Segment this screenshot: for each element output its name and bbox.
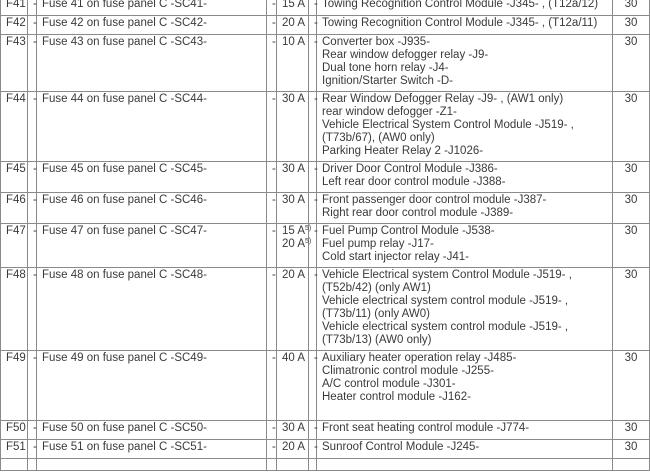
function-line: Auxiliary heater operation relay -J485- (322, 352, 517, 364)
separator-dash: - (267, 421, 277, 440)
function-line: Climatronic control module -J255- (322, 365, 494, 377)
fuse-function (317, 193, 613, 224)
amperage-text: 30 A (282, 93, 306, 105)
separator-dash: - (309, 92, 317, 162)
terminal-number: 30 (613, 92, 650, 162)
fuse-row (1, 268, 650, 351)
separator-dash: - (28, 421, 37, 440)
separator-dash: - (267, 224, 277, 268)
separator-dash (309, 459, 317, 471)
amperage-text: 20 A (282, 17, 306, 29)
fuse-id: F51 (1, 440, 28, 459)
separator-dash: - (267, 351, 277, 421)
separator-dash: - (309, 351, 317, 421)
function-line: Front passenger door control module -J387- (322, 194, 547, 206)
amperage-text: 20 A (282, 441, 306, 453)
fuse-function (317, 35, 613, 92)
separator-dash: - (28, 193, 37, 224)
function-line: Vehicle electrical system control module -J519- , (T73b/11) (only AW0) (322, 295, 569, 320)
fuse-description: Fuse 47 on fuse panel C -SC47- (37, 224, 267, 268)
fuse-amperage (277, 162, 309, 193)
fuse-row (1, 16, 650, 35)
separator-dash (267, 459, 277, 471)
fuse-function (317, 268, 613, 351)
amperage-text: 15 A (282, 0, 306, 10)
fuse-description: Fuse 49 on fuse panel C -SC49- (37, 351, 267, 421)
footnote-marker: 5) (305, 225, 312, 232)
function-line: Vehicle Electrical system Control Module -J519- , (T52b/42) (only AW1) (322, 269, 572, 294)
separator-dash: - (309, 421, 317, 440)
separator-dash: - (28, 440, 37, 459)
amperage-text: 30 A (282, 194, 306, 206)
fuse-description: Fuse 42 on fuse panel C -SC42- (37, 16, 267, 35)
terminal-number: 30 (613, 351, 650, 421)
separator-dash: - (267, 92, 277, 162)
separator-dash: - (267, 162, 277, 193)
fuse-row (1, 162, 650, 193)
terminal-number: 30 (613, 162, 650, 193)
amperage-value (282, 441, 306, 454)
separator-dash: - (267, 440, 277, 459)
separator-dash: - (309, 35, 317, 92)
separator-dash: - (28, 0, 37, 16)
function-line: Towing Recognition Control Module -J345- , (T12a/12) (322, 0, 599, 10)
fuse-description: Fuse 48 on fuse panel C -SC48- (37, 268, 267, 351)
separator-dash (28, 459, 37, 471)
terminal-number: 30 (613, 440, 650, 459)
separator-dash: - (309, 440, 317, 459)
fuse-amperage (277, 35, 309, 92)
function-line: Towing Recognition Control Module -J345- , (T12a/11) (322, 17, 598, 29)
function-line: Front seat heating control module -J774- (322, 422, 530, 434)
amperage-value (282, 422, 306, 435)
terminal-number: 30 (613, 421, 650, 440)
separator-dash: - (309, 162, 317, 193)
function-line: Dual tone horn relay -J4- (322, 62, 449, 74)
separator-dash: - (267, 35, 277, 92)
fuse-function (317, 459, 613, 471)
terminal-number: 30 (613, 224, 650, 268)
fuse-row (1, 193, 650, 224)
fuse-row (1, 421, 650, 440)
separator-dash: - (28, 224, 37, 268)
amperage-text: 10 A (282, 36, 306, 48)
fuse-row (1, 35, 650, 92)
separator-dash: - (28, 268, 37, 351)
fuse-table-body (1, 0, 650, 471)
separator-dash: - (309, 268, 317, 351)
fuse-row (1, 459, 650, 471)
function-line: Cold start injector relay -J41- (322, 251, 469, 263)
function-line: Ignition/Starter Switch -D- (322, 75, 454, 87)
fuse-id (1, 459, 28, 471)
fuse-description: Fuse 50 on fuse panel C -SC50- (37, 421, 267, 440)
fuse-amperage (277, 459, 309, 471)
fuse-amperage (277, 351, 309, 421)
function-line: Fuel Pump Control Module -J538- (322, 225, 495, 237)
fuse-row (1, 224, 650, 268)
separator-dash: - (267, 16, 277, 35)
fuse-row (1, 0, 650, 16)
separator-dash: - (309, 224, 317, 268)
fuse-function (317, 0, 613, 16)
amperage-text: 20 A (282, 269, 306, 281)
fuse-id: F49 (1, 351, 28, 421)
function-line: Right rear door control module -J389- (322, 207, 514, 219)
fuse-function (317, 351, 613, 421)
function-line: Rear Window Defogger Relay -J9- , (AW1 only) (322, 93, 564, 105)
function-line: Parking Heater Relay 2 -J1026- (322, 145, 484, 157)
fuse-id: F42 (1, 16, 28, 35)
fuse-id: F45 (1, 162, 28, 193)
fuse-id: F48 (1, 268, 28, 351)
amperage-value (282, 163, 306, 176)
footnote-marker: 5) (305, 238, 312, 245)
separator-dash: - (28, 92, 37, 162)
function-line: Vehicle electrical system control module -J519- , (T73b/13) (AW0 only) (322, 321, 569, 346)
function-line: Vehicle Electrical System Control Module -J519- , (T73b/67), (AW0 only) (322, 119, 574, 144)
separator-dash: - (309, 0, 317, 16)
amperage-value (282, 17, 306, 30)
terminal-number: 30 (613, 35, 650, 92)
terminal-number: 30 (613, 193, 650, 224)
amperage-value (282, 352, 306, 365)
fuse-id: F41 (1, 0, 28, 16)
fuse-function (317, 162, 613, 193)
amperage-value (282, 0, 306, 11)
fuse-row (1, 440, 650, 459)
fuse-function (317, 92, 613, 162)
function-line: Left rear door control module -J388- (322, 176, 506, 188)
terminal-number: 30 (613, 16, 650, 35)
separator-dash: - (267, 193, 277, 224)
function-line: A/C control module -J301- (322, 378, 456, 390)
fuse-amperage (277, 92, 309, 162)
fuse-id: F50 (1, 421, 28, 440)
fuse-description (37, 459, 267, 471)
separator-dash: - (28, 351, 37, 421)
function-line: Sunroof Control Module -J245- (322, 441, 480, 453)
terminal-number: 30 (613, 0, 650, 16)
fuse-id: F46 (1, 193, 28, 224)
function-line: Heater control module -J162- (322, 391, 471, 403)
terminal-number (613, 459, 650, 471)
function-line: Converter box -J935- (322, 36, 431, 48)
fuse-id: F47 (1, 224, 28, 268)
separator-dash: - (309, 193, 317, 224)
fuse-row (1, 92, 650, 162)
separator-dash: - (267, 268, 277, 351)
separator-dash: - (28, 35, 37, 92)
amperage-value (282, 194, 306, 207)
fuse-description: Fuse 51 on fuse panel C -SC51- (37, 440, 267, 459)
amperage-text: 20 A (282, 238, 306, 250)
fuse-amperage (277, 421, 309, 440)
function-line: Fuel pump relay -J17- (322, 238, 434, 250)
fuse-description: Fuse 45 on fuse panel C -SC45- (37, 162, 267, 193)
fuse-function (317, 440, 613, 459)
amperage-text: 30 A (282, 163, 306, 175)
fuse-description: Fuse 44 on fuse panel C -SC44- (37, 92, 267, 162)
fuse-amperage (277, 0, 309, 16)
fuse-function (317, 16, 613, 35)
fuse-function (317, 421, 613, 440)
function-line: Driver Door Control Module -J386- (322, 163, 498, 175)
separator-dash: - (28, 162, 37, 193)
amperage-value (282, 238, 312, 251)
amperage-value (282, 36, 306, 49)
function-line: Rear window defogger relay -J9- (322, 49, 489, 61)
amperage-text: 30 A (282, 422, 306, 434)
fuse-function (317, 224, 613, 268)
fuse-amperage (277, 16, 309, 35)
amperage-value (282, 225, 312, 238)
function-line: rear window defogger -Z1- (322, 106, 457, 118)
amperage-value (282, 269, 306, 282)
fuse-id: F44 (1, 92, 28, 162)
fuse-row (1, 351, 650, 421)
amperage-text: 15 A (282, 225, 306, 237)
separator-dash: - (267, 0, 277, 16)
fuse-id: F43 (1, 35, 28, 92)
amperage-text: 40 A (282, 352, 306, 364)
fuse-description: Fuse 46 on fuse panel C -SC46- (37, 193, 267, 224)
fuse-amperage (277, 193, 309, 224)
separator-dash: - (28, 16, 37, 35)
fuse-description: Fuse 43 on fuse panel C -SC43- (37, 35, 267, 92)
fuse-amperage (277, 224, 312, 268)
fuse-amperage (277, 268, 309, 351)
fuse-description: Fuse 41 on fuse panel C -SC41- (37, 0, 267, 16)
terminal-number: 30 (613, 268, 650, 351)
separator-dash: - (309, 16, 317, 35)
fuse-amperage (277, 440, 309, 459)
amperage-value (282, 93, 306, 106)
